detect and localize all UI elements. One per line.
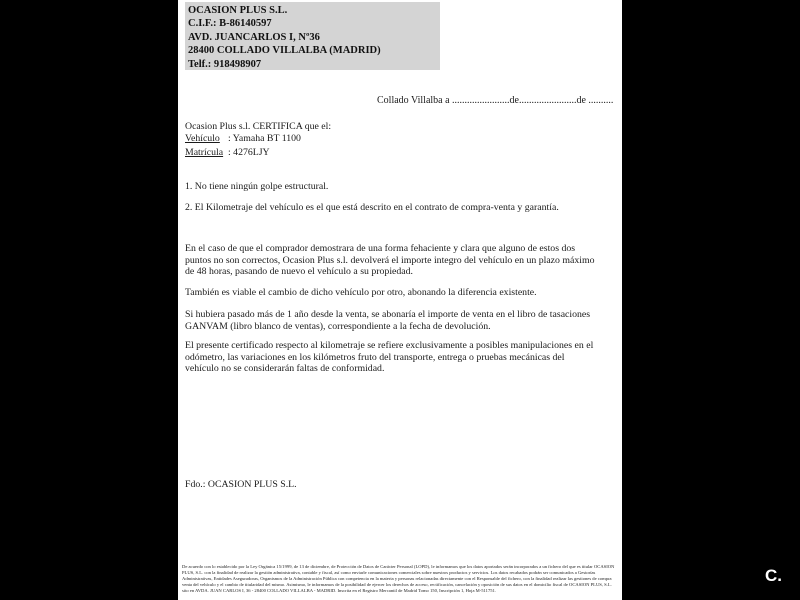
matricula-value: : 4276LJY — [228, 147, 270, 158]
corner-logo: C. — [765, 566, 782, 585]
vehiculo-value: : Yamaha BT 1100 — [228, 133, 301, 144]
company-header — [185, 2, 440, 70]
paragraph-return-policy: En el caso de que el comprador demostrara de una forma fehaciente y clara que alguno de estos dos puntos no son correctos, Ocasion Plus s.l. devolverá el importe integro del vehículo en un plazo máximo de 48 horas, pasando de nuevo el vehículo a su propiedad. — [185, 243, 595, 278]
matricula-label: Matrícula — [185, 147, 224, 158]
point-two: 2. El Kilometraje del vehículo es el que está descrito en el contrato de compra-venta y garantía. — [185, 202, 559, 213]
vehiculo-label: Vehículo — [185, 133, 220, 144]
paragraph-ganvam: Si hubiera pasado más de 1 año desde la venta, se abonaría el importe de venta en el libro de tasaciones GANVAM (libro blanco de ventas), correspondiente a la fecha de devolución. — [185, 309, 591, 332]
signature-line: Fdo.: OCASION PLUS S.L. — [185, 479, 297, 490]
company-name: OCASION PLUS S.L. — [188, 5, 288, 16]
matricula-row — [185, 147, 270, 158]
privacy-fine-print: De acuerdo con lo establecido por la Ley Orgánica 15/1999, de 13 de diciembre, de Protección de Datos de Carácter Personal (LOPD), le informamos que los datos aportados serán incorporados a un fichero del que es titular OCASION PLUS, S.L. con la finalidad de realizar la gestión administrativa, contable y fiscal, así como enviarle comunicaciones comerciales sobre nuestros productos y servicios. Los datos recabados podrán ser comunicados a Gestorías Administrativas, Entidades Aseguradoras, Organismos de la Administración Pública con competencia en la materia y personas relacionadas directamente con el Responsable del fichero, con la finalidad realizar las gestiones de compra venta del vehículo y el cambio de titularidad del mismo. Asimismo, le informamos de la posibilidad de ejercer los derechos de acceso, rectificación, cancelación y oposición de sus datos en el domicilio fiscal de OCASION PLUS, S.L. sito en AVDA. JUAN CARLOS I, 36 - 28400 COLLADO VILLALBA - MADRID. Inscrita en el Registro Mercantil de Madrid Tomo 150, Inscripción 1, Hoja M-511751. — [182, 564, 615, 593]
paragraph-exchange: También es viable el cambio de dicho vehículo por otro, abonando la diferencia existente. — [185, 287, 537, 298]
vehicle-row — [185, 133, 301, 144]
company-phone: Telf.: 918498907 — [188, 58, 262, 70]
certifica-intro: Ocasion Plus s.l. CERTIFICA que el: — [185, 121, 332, 132]
certificate-page — [178, 0, 622, 600]
paragraph-odometer: El presente certificado respecto al kilometraje se refiere exclusivamente a posibles manipulaciones en el odómetro, las variaciones en los kilómetros fruto del transporte, entrega o pruebas mecánicas del vehículo no se considerarán faltas de conformidad. — [185, 340, 594, 375]
point-one: 1. No tiene ningún golpe estructural. — [185, 181, 329, 192]
company-city: 28400 COLLADO VILLALBA (MADRID) — [188, 45, 381, 57]
company-cif: C.I.F.: B-86140597 — [188, 18, 272, 30]
company-address: AVD. JUANCARLOS I, Nº36 — [188, 31, 320, 43]
place-date-line: Collado Villalba a .......................de.......................de .......... — [377, 95, 614, 106]
